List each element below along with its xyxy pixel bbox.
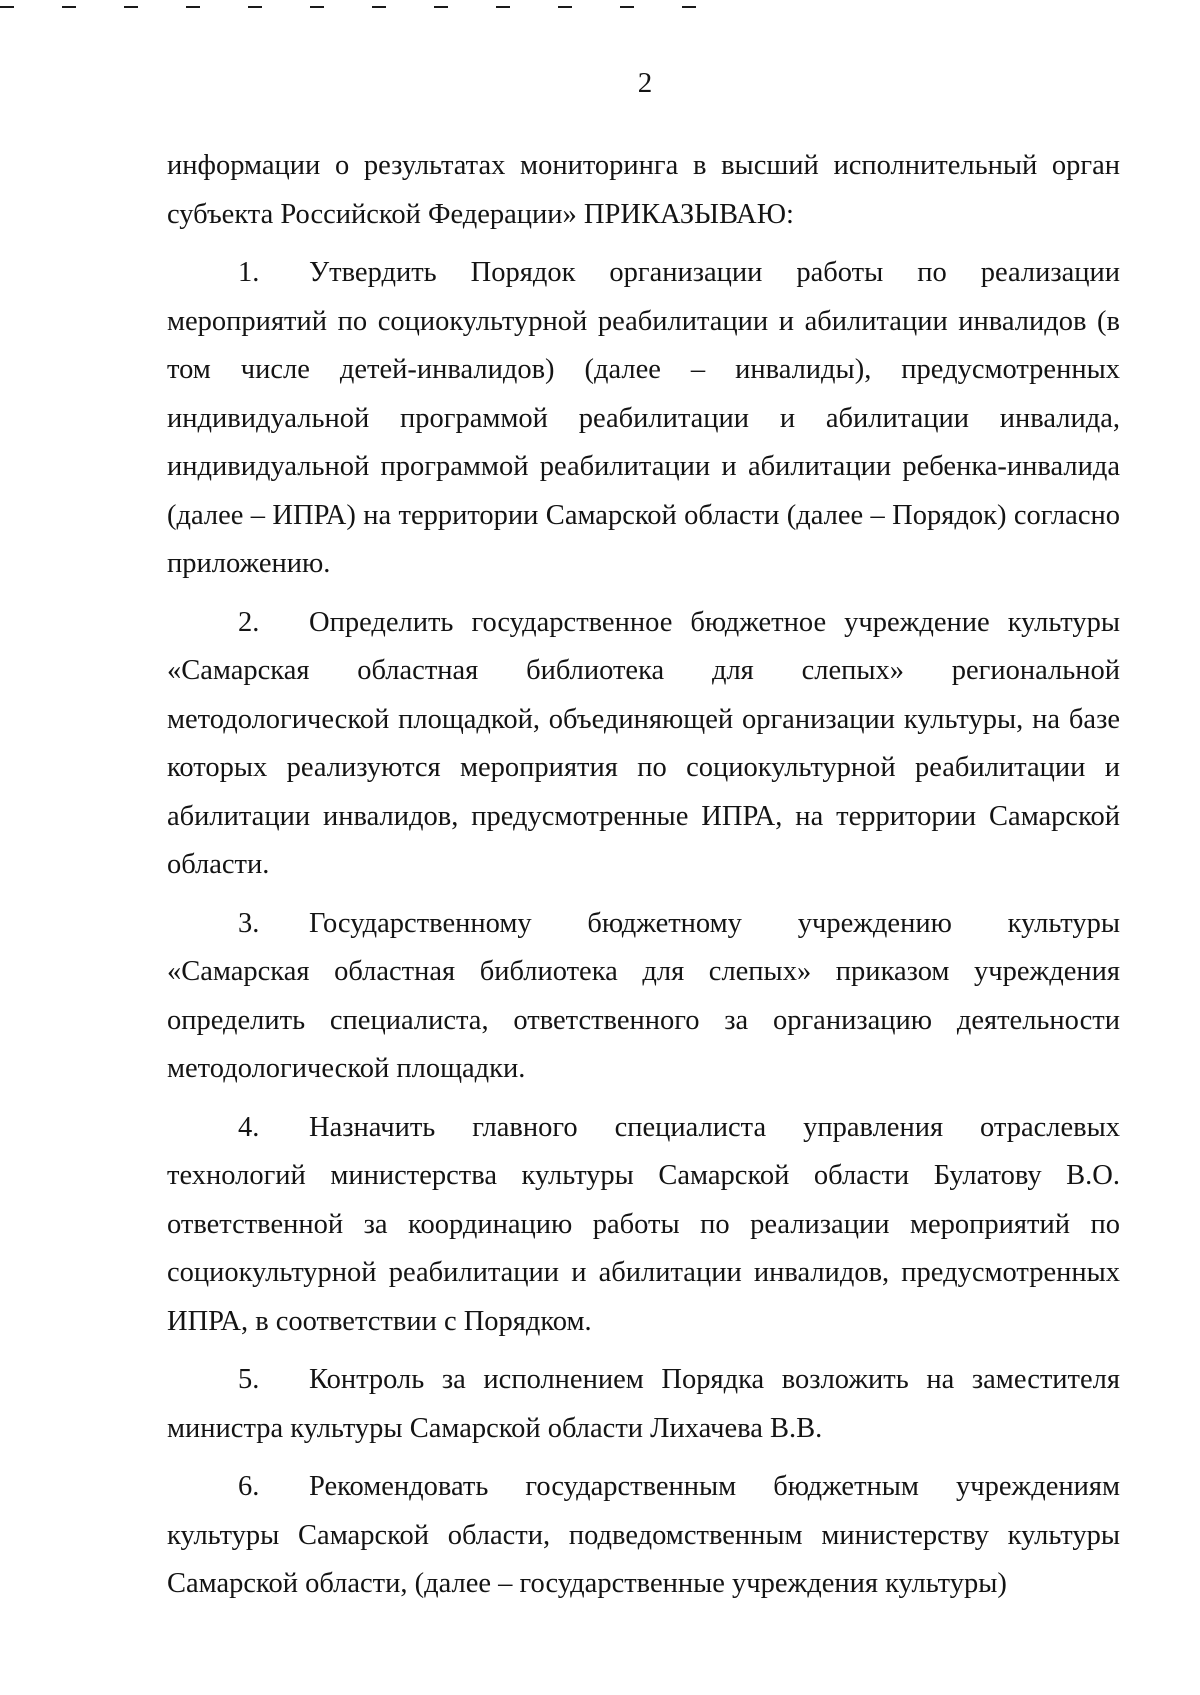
item-number: 5.	[238, 1364, 260, 1395]
page-number: 2	[637, 67, 653, 99]
item-number: 6.	[238, 1471, 260, 1502]
item-text: Назначить главного специалиста управления отраслевых технологий министерства культуры Самарской области Булатову В.О. ответственной за координацию работы по реализации мероприятий по социокультурной реабилитации и абилитации инвалидов, предусмотренных ИПРА, в соответствии с Порядком.	[167, 1111, 1120, 1337]
order-item-6	[167, 1463, 1120, 1609]
item-number: 1.	[238, 257, 260, 288]
order-item-1	[167, 249, 1120, 589]
order-item-4	[167, 1104, 1120, 1347]
item-number: 2.	[238, 606, 260, 638]
item-number: 4.	[238, 1111, 260, 1143]
order-item-3	[167, 900, 1120, 1094]
document-body	[167, 142, 1120, 1619]
order-item-2	[167, 599, 1120, 890]
item-number: 3.	[238, 907, 260, 939]
item-text: Контроль за исполнением Порядка возложить на заместителя министра культуры Самарской области Лихачева В.В.	[167, 1364, 1120, 1444]
scan-edge-marks	[0, 0, 700, 12]
item-text: Утвердить Порядок организации работы по реализации мероприятий по социокультурной реабилитации и абилитации инвалидов (в том числе детей-инвалидов) (далее – инвалиды), предусмотренных индивидуальной программой реабилитации и абилитации инвалида, индивидуальной программой реабилитации и абилитации ребенка-инвалида (далее – ИПРА) на территории Самарской области (далее – Порядок) согласно приложению.	[167, 257, 1120, 579]
intro-paragraph: информации о результатах мониторинга в высший исполнительный орган субъекта Российской Федерации» ПРИКАЗЫВАЮ:	[167, 150, 1120, 230]
item-text: Рекомендовать государственным бюджетным учреждениям культуры Самарской области, подведомственным министерству культуры Самарской области, (далее – государственные учреждения культуры)	[167, 1471, 1120, 1599]
item-text: Государственному бюджетному учреждению культуры «Самарская областная библиотека для слепых» приказом учреждения определить специалиста, ответственного за организацию деятельности методологической площадки.	[167, 907, 1120, 1084]
order-item-5	[167, 1356, 1120, 1453]
item-text: Определить государственное бюджетное учреждение культуры «Самарская областная библиотека для слепых» региональной методологической площадкой, объединяющей организации культуры, на базе которых реализуются мероприятия по социокультурной реабилитации и абилитации инвалидов, предусмотренные ИПРА, на территории Самарской области.	[167, 606, 1120, 880]
